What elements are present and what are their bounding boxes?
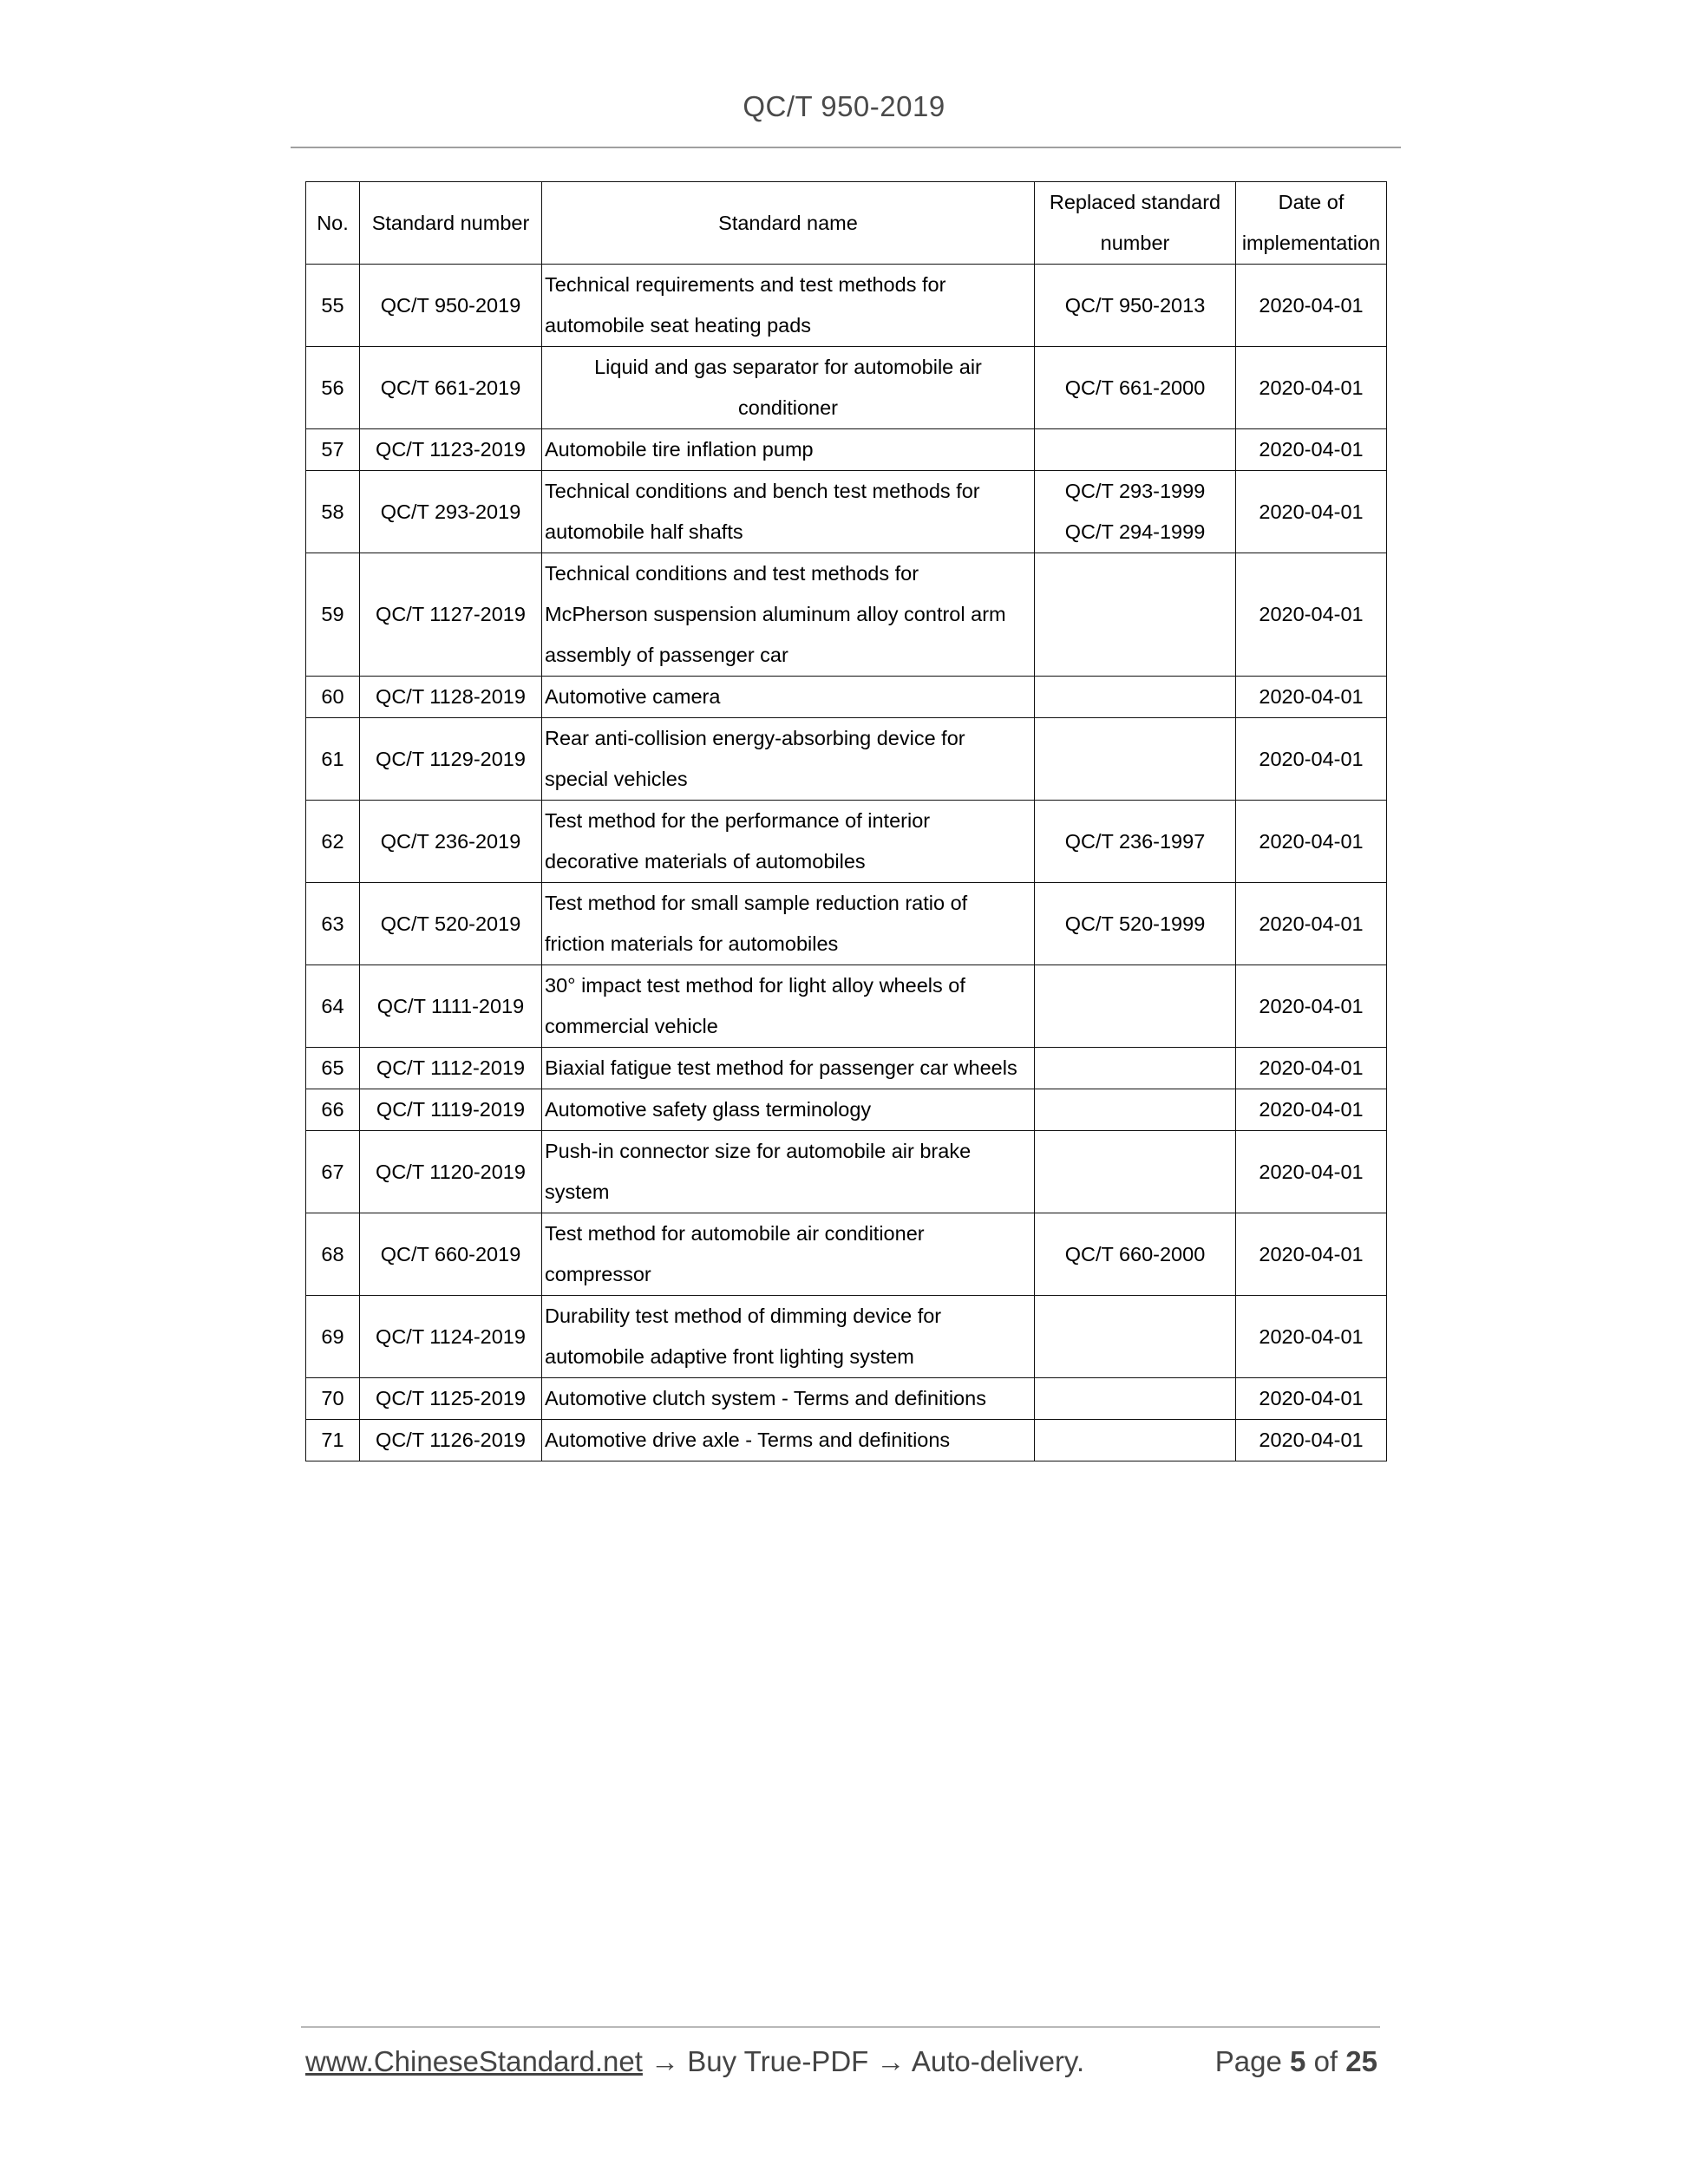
standard-number-cell	[360, 1048, 542, 1089]
standard-number: QC/T 1123-2019	[376, 438, 526, 461]
standard-number-cell	[360, 1131, 542, 1213]
row-number-cell	[306, 347, 360, 429]
implementation-date: 2020-04-01	[1259, 994, 1364, 1017]
standard-name-line: Durability test method of dimming device for	[545, 1305, 942, 1327]
table-row	[306, 471, 1387, 553]
page-indicator	[1215, 2045, 1377, 2078]
standard-name-line: automobile half shafts	[545, 520, 743, 543]
row-number: 70	[321, 1387, 344, 1409]
implementation-date: 2020-04-01	[1259, 293, 1364, 317]
table-row	[306, 1296, 1387, 1378]
standard-name-line: Liquid and gas separator for automobile air	[594, 356, 982, 378]
row-number-cell	[306, 429, 360, 471]
standard-number-cell	[360, 1296, 542, 1378]
replaced-standard-cell	[1035, 965, 1236, 1048]
standard-number: QC/T 661-2019	[380, 376, 521, 399]
table-row	[306, 718, 1387, 801]
standard-name-line: Test method for automobile air conditioner	[545, 1222, 925, 1245]
row-number: 62	[321, 829, 344, 853]
implementation-date-cell	[1236, 1420, 1387, 1461]
standard-number-cell	[360, 965, 542, 1048]
implementation-date: 2020-04-01	[1259, 912, 1364, 935]
standard-name-line: McPherson suspension aluminum alloy control arm	[545, 603, 1006, 625]
standard-name-line: system	[545, 1180, 610, 1203]
row-number-cell	[306, 1089, 360, 1131]
row-number-cell	[306, 265, 360, 347]
standard-number-cell	[360, 801, 542, 883]
standard-name-cell	[542, 429, 1035, 471]
page-current: 5	[1290, 2045, 1306, 2077]
buy-true-pdf-text: Buy True-PDF	[687, 2045, 869, 2077]
row-number: 56	[321, 376, 344, 399]
standard-name-cell	[542, 965, 1035, 1048]
standard-number: QC/T 1125-2019	[376, 1387, 526, 1409]
standard-name-cell	[542, 801, 1035, 883]
standard-name-line: compressor	[545, 1263, 651, 1285]
table-row	[306, 1378, 1387, 1420]
column-header-date-line1: Date of	[1278, 191, 1345, 213]
implementation-date: 2020-04-01	[1259, 747, 1364, 770]
row-number-cell	[306, 1378, 360, 1420]
implementation-date-cell	[1236, 883, 1387, 965]
standard-number: QC/T 1126-2019	[376, 1429, 526, 1451]
column-header-replaced-line1: Replaced standard	[1049, 191, 1221, 213]
column-header-standard-number: Standard number	[360, 182, 542, 265]
implementation-date: 2020-04-01	[1259, 1429, 1364, 1451]
standard-number: QC/T 1128-2019	[376, 685, 526, 708]
table-row	[306, 1213, 1387, 1296]
row-number: 59	[321, 603, 344, 625]
implementation-date-cell	[1236, 429, 1387, 471]
column-header-date-line2: implementation	[1241, 232, 1381, 254]
standard-number: QC/T 1129-2019	[376, 747, 526, 770]
standard-number: QC/T 1124-2019	[376, 1324, 526, 1348]
standard-number: QC/T 1111-2019	[376, 994, 525, 1017]
standard-name-line: Automotive clutch system - Terms and definitions	[545, 1387, 986, 1409]
website-link[interactable]: www.ChineseStandard.net	[305, 2045, 643, 2077]
replaced-standard-cell	[1035, 1089, 1236, 1131]
replaced-standard-cell	[1035, 1420, 1236, 1461]
implementation-date-cell	[1236, 1378, 1387, 1420]
row-number-cell	[306, 1420, 360, 1461]
standard-name-line: special vehicles	[545, 768, 688, 790]
implementation-date: 2020-04-01	[1259, 1324, 1364, 1348]
implementation-date: 2020-04-01	[1259, 500, 1364, 523]
implementation-date-cell	[1236, 471, 1387, 553]
row-number-cell	[306, 1048, 360, 1089]
table-row	[306, 429, 1387, 471]
table-row	[306, 553, 1387, 677]
standard-name-line: Technical conditions and bench test methods for	[545, 480, 980, 502]
row-number-cell	[306, 718, 360, 801]
implementation-date-cell	[1236, 553, 1387, 677]
standard-name-line: Test method for small sample reduction ratio of	[545, 892, 968, 914]
replaced-standard-cell	[1035, 553, 1236, 677]
table-row	[306, 677, 1387, 718]
page-label: Page	[1214, 2045, 1282, 2077]
replaced-standard-cell	[1035, 1378, 1236, 1420]
row-number: 68	[321, 1242, 344, 1265]
standard-name-line: conditioner	[738, 396, 838, 419]
replaced-standard-cell	[1035, 677, 1236, 718]
table-row	[306, 347, 1387, 429]
standard-number-cell	[360, 718, 542, 801]
table-row	[306, 883, 1387, 965]
standard-name-cell	[542, 677, 1035, 718]
standard-number: QC/T 1127-2019	[376, 603, 526, 625]
implementation-date-cell	[1236, 801, 1387, 883]
standard-name-line: Automotive drive axle - Terms and definitions	[545, 1429, 951, 1451]
implementation-date: 2020-04-01	[1259, 829, 1364, 853]
standard-number: QC/T 1120-2019	[376, 1160, 526, 1183]
row-number: 64	[321, 994, 344, 1017]
standard-number: QC/T 660-2019	[380, 1242, 521, 1265]
page-footer	[305, 2045, 1377, 2083]
standard-number-cell	[360, 677, 542, 718]
standard-number: QC/T 1119-2019	[376, 1098, 526, 1121]
row-number: 63	[321, 912, 344, 935]
standard-number: QC/T 236-2019	[380, 829, 521, 853]
footer-divider	[301, 2026, 1380, 2028]
implementation-date-cell	[1236, 1296, 1387, 1378]
standard-number-cell	[360, 883, 542, 965]
standard-name-line: Push-in connector size for automobile air brake	[545, 1140, 972, 1162]
standard-name-cell	[542, 718, 1035, 801]
row-number-cell	[306, 471, 360, 553]
table-row	[306, 265, 1387, 347]
replaced-standard-cell	[1035, 883, 1236, 965]
standard-number-cell	[360, 429, 542, 471]
document-code-header: QC/T 950-2019	[743, 90, 945, 122]
replaced-standard-cell	[1035, 1213, 1236, 1296]
implementation-date-cell	[1236, 347, 1387, 429]
replaced-standard-number: QC/T 236-1997	[1064, 829, 1206, 853]
table-row	[306, 801, 1387, 883]
table-header-row	[306, 182, 1387, 265]
standard-name-cell	[542, 1378, 1035, 1420]
table-body	[306, 265, 1387, 1461]
replaced-standard-number: QC/T 661-2000	[1064, 376, 1206, 399]
row-number: 61	[321, 747, 344, 770]
standard-name-line: 30° impact test method for light alloy wheels of	[545, 974, 965, 997]
column-header-date	[1236, 182, 1387, 265]
standard-name-cell	[542, 553, 1035, 677]
implementation-date-cell	[1236, 1213, 1387, 1296]
standard-name-line: Test method for the performance of interior	[545, 809, 931, 832]
implementation-date: 2020-04-01	[1259, 1098, 1364, 1121]
table-row	[306, 1420, 1387, 1461]
row-number-cell	[306, 801, 360, 883]
column-header-replaced-line2: number	[1100, 232, 1170, 254]
implementation-date: 2020-04-01	[1259, 1056, 1364, 1079]
standard-name-cell	[542, 1048, 1035, 1089]
table-row	[306, 965, 1387, 1048]
replaced-standard-cell	[1035, 1131, 1236, 1213]
row-number: 66	[321, 1098, 344, 1121]
standard-name-cell	[542, 1213, 1035, 1296]
standard-name-cell	[542, 1131, 1035, 1213]
standard-name-line: Automotive safety glass terminology	[545, 1098, 872, 1121]
standard-number-cell	[360, 553, 542, 677]
standard-name-line: Technical conditions and test methods for	[545, 562, 919, 585]
implementation-date: 2020-04-01	[1259, 376, 1364, 399]
replaced-standard-number: QC/T 293-1999	[1064, 480, 1206, 502]
implementation-date-cell	[1236, 1131, 1387, 1213]
standard-name-line: automobile adaptive front lighting system	[545, 1345, 914, 1368]
replaced-standard-cell	[1035, 265, 1236, 347]
standard-name-line: Automobile tire inflation pump	[545, 438, 814, 461]
row-number: 57	[321, 438, 344, 461]
row-number: 65	[321, 1056, 344, 1079]
implementation-date-cell	[1236, 1048, 1387, 1089]
row-number-cell	[306, 677, 360, 718]
standard-name-line: Biaxial fatigue test method for passenger car wheels	[545, 1056, 1017, 1079]
row-number: 71	[321, 1429, 344, 1451]
row-number: 69	[321, 1324, 344, 1348]
implementation-date: 2020-04-01	[1259, 1160, 1364, 1183]
implementation-date: 2020-04-01	[1259, 1242, 1364, 1265]
row-number-cell	[306, 965, 360, 1048]
replaced-standard-number: QC/T 660-2000	[1064, 1242, 1206, 1265]
table-row	[306, 1131, 1387, 1213]
standard-name-line: decorative materials of automobiles	[545, 850, 866, 873]
row-number: 67	[321, 1160, 344, 1183]
column-header-replaced-standard	[1035, 182, 1236, 265]
standard-number: QC/T 520-2019	[380, 912, 521, 935]
footer-promo	[305, 2045, 1084, 2078]
standard-number: QC/T 293-2019	[380, 500, 521, 523]
table-row	[306, 1089, 1387, 1131]
implementation-date-cell	[1236, 718, 1387, 801]
implementation-date-cell	[1236, 265, 1387, 347]
replaced-standard-number: QC/T 294-1999	[1064, 520, 1206, 543]
auto-delivery-text: Auto-delivery.	[911, 2045, 1085, 2077]
replaced-standard-cell	[1035, 347, 1236, 429]
standard-number-cell	[360, 1378, 542, 1420]
row-number-cell	[306, 1296, 360, 1378]
standard-number-cell	[360, 1420, 542, 1461]
row-number: 60	[321, 685, 344, 708]
standard-name-cell	[542, 1296, 1035, 1378]
row-number: 55	[321, 293, 344, 317]
standard-number-cell	[360, 347, 542, 429]
standard-number-cell	[360, 1213, 542, 1296]
standard-name-line: assembly of passenger car	[545, 644, 788, 666]
replaced-standard-cell	[1035, 801, 1236, 883]
replaced-standard-cell	[1035, 1296, 1236, 1378]
table-row	[306, 1048, 1387, 1089]
arrow-right-icon: →	[876, 2045, 906, 2077]
standard-name-line: automobile seat heating pads	[545, 314, 812, 337]
implementation-date: 2020-04-01	[1259, 603, 1364, 625]
replaced-standard-number: QC/T 950-2013	[1064, 293, 1206, 317]
page-of-label: of	[1313, 2045, 1338, 2077]
row-number-cell	[306, 1131, 360, 1213]
implementation-date-cell	[1236, 677, 1387, 718]
standard-name-cell	[542, 1089, 1035, 1131]
standard-number-cell	[360, 1089, 542, 1131]
row-number: 58	[321, 500, 344, 523]
standard-name-line: friction materials for automobiles	[545, 932, 839, 955]
replaced-standard-cell	[1035, 718, 1236, 801]
replaced-standard-cell	[1035, 429, 1236, 471]
standards-table	[305, 181, 1387, 1461]
arrow-right-icon: →	[651, 2045, 680, 2077]
implementation-date: 2020-04-01	[1259, 1387, 1364, 1409]
standard-name-line: Automotive camera	[545, 685, 721, 708]
implementation-date-cell	[1236, 965, 1387, 1048]
standard-name-cell	[542, 347, 1035, 429]
standard-number: QC/T 1112-2019	[376, 1056, 526, 1079]
standard-name-cell	[542, 265, 1035, 347]
standard-name-line: Technical requirements and test methods for	[545, 273, 946, 296]
row-number-cell	[306, 553, 360, 677]
page-total: 25	[1345, 2045, 1377, 2077]
standard-number-cell	[360, 265, 542, 347]
column-header-standard-name: Standard name	[542, 182, 1035, 265]
replaced-standard-cell	[1035, 471, 1236, 553]
standard-name-cell	[542, 471, 1035, 553]
standard-name-cell	[542, 1420, 1035, 1461]
replaced-standard-cell	[1035, 1048, 1236, 1089]
column-header-no: No.	[306, 182, 360, 265]
standard-number-cell	[360, 471, 542, 553]
row-number-cell	[306, 883, 360, 965]
standard-name-line: commercial vehicle	[545, 1015, 718, 1037]
implementation-date: 2020-04-01	[1259, 685, 1364, 708]
implementation-date-cell	[1236, 1089, 1387, 1131]
header-divider	[291, 147, 1401, 148]
replaced-standard-number: QC/T 520-1999	[1064, 912, 1206, 935]
standard-name-cell	[542, 883, 1035, 965]
standard-name-line: Rear anti-collision energy-absorbing device for	[545, 727, 965, 749]
standard-number: QC/T 950-2019	[380, 293, 521, 317]
implementation-date: 2020-04-01	[1259, 438, 1364, 461]
row-number-cell	[306, 1213, 360, 1296]
